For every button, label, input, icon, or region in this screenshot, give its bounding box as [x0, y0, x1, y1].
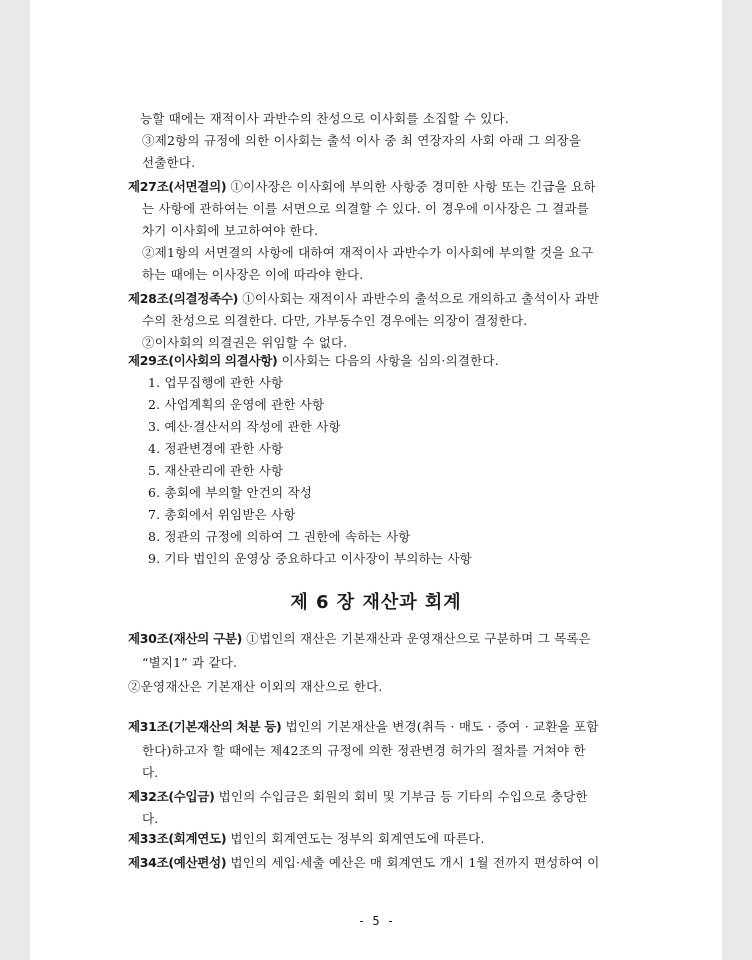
article-line [128, 855, 600, 871]
text-line [142, 245, 593, 261]
article-heading: 제27조(서면결의) [128, 179, 227, 194]
article-line [128, 719, 599, 735]
line-text: 법인의 회계연도는 정부의 회계연도에 따른다. [226, 831, 485, 846]
line-text: 1. 업무집행에 관한 사항 [148, 375, 284, 390]
line-text: 수의 찬성으로 의결한다. 다만, 가부동수인 경우에는 의장이 결정한다. [142, 313, 528, 328]
article-line [128, 291, 599, 307]
chapter-heading: 제 6 장 재산과 회계 [290, 592, 462, 613]
line-text: 6. 총회에 부의할 안건의 작성 [148, 485, 313, 500]
line-text: 법인의 세입·세출 예산은 매 회계연도 개시 1월 전까지 편성하여 이 [226, 855, 600, 870]
line-text: 2. 사업계획의 운영에 관한 사항 [148, 397, 325, 412]
text-line [142, 267, 363, 283]
text-line [128, 679, 383, 695]
line-text: ②제1항의 서면결의 사항에 대하여 재적이사 과반수가 이사회에 부의할 것을 요구 [142, 245, 594, 260]
article-heading: 제33조(회계연도) [128, 831, 227, 846]
text-line [142, 155, 195, 171]
line-text: ③제2항의 규정에 의한 이사회는 출석 이사 중 최 연장자의 사회 아래 그 의장을 [142, 133, 582, 148]
document-page [30, 0, 722, 960]
text-line [148, 485, 312, 501]
article-line [128, 789, 588, 805]
text-line [148, 529, 411, 545]
text-line [142, 743, 586, 759]
text-line [142, 655, 237, 671]
article-heading: 제34조(예산편성) [128, 855, 227, 870]
text-line [148, 507, 296, 523]
article-line [128, 353, 499, 369]
line-text: 이사회는 다음의 사항을 심의·의결한다. [277, 353, 499, 368]
line-text: 는 사항에 관하여는 이를 서면으로 의결할 수 있다. 이 경우에 이사장은 그 결과를 [142, 201, 590, 216]
text-line [142, 335, 347, 351]
line-text: 8. 정관의 규정에 의하여 그 권한에 속하는 사항 [148, 529, 411, 544]
line-text: 5. 재산관리에 관한 사항 [148, 463, 284, 478]
text-line [148, 419, 341, 435]
text-line [142, 223, 318, 239]
text-line [148, 441, 283, 457]
text-line [142, 811, 158, 827]
line-text: 선출한다. [142, 155, 196, 170]
line-text: 4. 정관변경에 관한 사항 [148, 441, 284, 456]
line-text: 한다)하고자 할 때에는 제42조의 규정에 의한 정관변경 허가의 절차를 거쳐야 한 [142, 743, 586, 758]
article-heading: 제29조(이사회의 의결사항) [128, 353, 278, 368]
line-text: 다. [142, 811, 159, 826]
text-line [140, 111, 509, 127]
text-line [142, 201, 589, 217]
article-line [128, 831, 485, 847]
text-line [142, 133, 581, 149]
line-text: 법인의 수입금은 회원의 회비 및 기부금 등 기타의 수입으로 충당한 [214, 789, 588, 804]
line-text: 차기 이사회에 보고하여야 한다. [142, 223, 319, 238]
line-text: 다. [142, 765, 159, 780]
article-line [128, 179, 596, 195]
line-text: 9. 기타 법인의 운영상 중요하다고 이사장이 부의하는 사항 [148, 551, 472, 566]
text-line [142, 765, 158, 781]
line-text: 3. 예산·결산서의 작성에 관한 사항 [148, 419, 341, 434]
article-line [128, 631, 591, 647]
article-heading: 제28조(의결정족수) [128, 291, 239, 306]
page-number: - 5 - [357, 914, 395, 928]
text-line [148, 375, 283, 391]
line-text: 7. 총회에서 위임받은 사항 [148, 507, 296, 522]
article-heading: 제30조(재산의 구분) [128, 631, 243, 646]
line-text: ①법인의 재산은 기본재산과 운영재산으로 구분하며 그 목록은 [242, 631, 591, 646]
text-line [148, 397, 324, 413]
line-text: ①이사회는 재적이사 과반수의 출석으로 개의하고 출석이사 과반 [238, 291, 600, 306]
line-text: 능할 때에는 재적이사 과반수의 찬성으로 이사회를 소집할 수 있다. [140, 111, 509, 126]
text-line [148, 463, 283, 479]
text-line [142, 313, 527, 329]
text-line [148, 551, 472, 567]
line-text: 하는 때에는 이사장은 이에 따라야 한다. [142, 267, 364, 282]
article-heading: 제31조(기본재산의 처분 등) [128, 719, 282, 734]
line-text: ①이사장은 이사회에 부의한 사항중 경미한 사항 또는 긴급을 요하 [226, 179, 596, 194]
article-heading: 제32조(수입금) [128, 789, 215, 804]
line-text: ②운영재산은 기본재산 이외의 재산으로 한다. [128, 679, 383, 694]
line-text: “별지1” 과 같다. [142, 655, 238, 670]
line-text: ②이사회의 의결권은 위임할 수 없다. [142, 335, 348, 350]
line-text: 법인의 기본재산을 변경(취득 · 매도 · 증여 · 교환을 포함 [281, 719, 599, 734]
